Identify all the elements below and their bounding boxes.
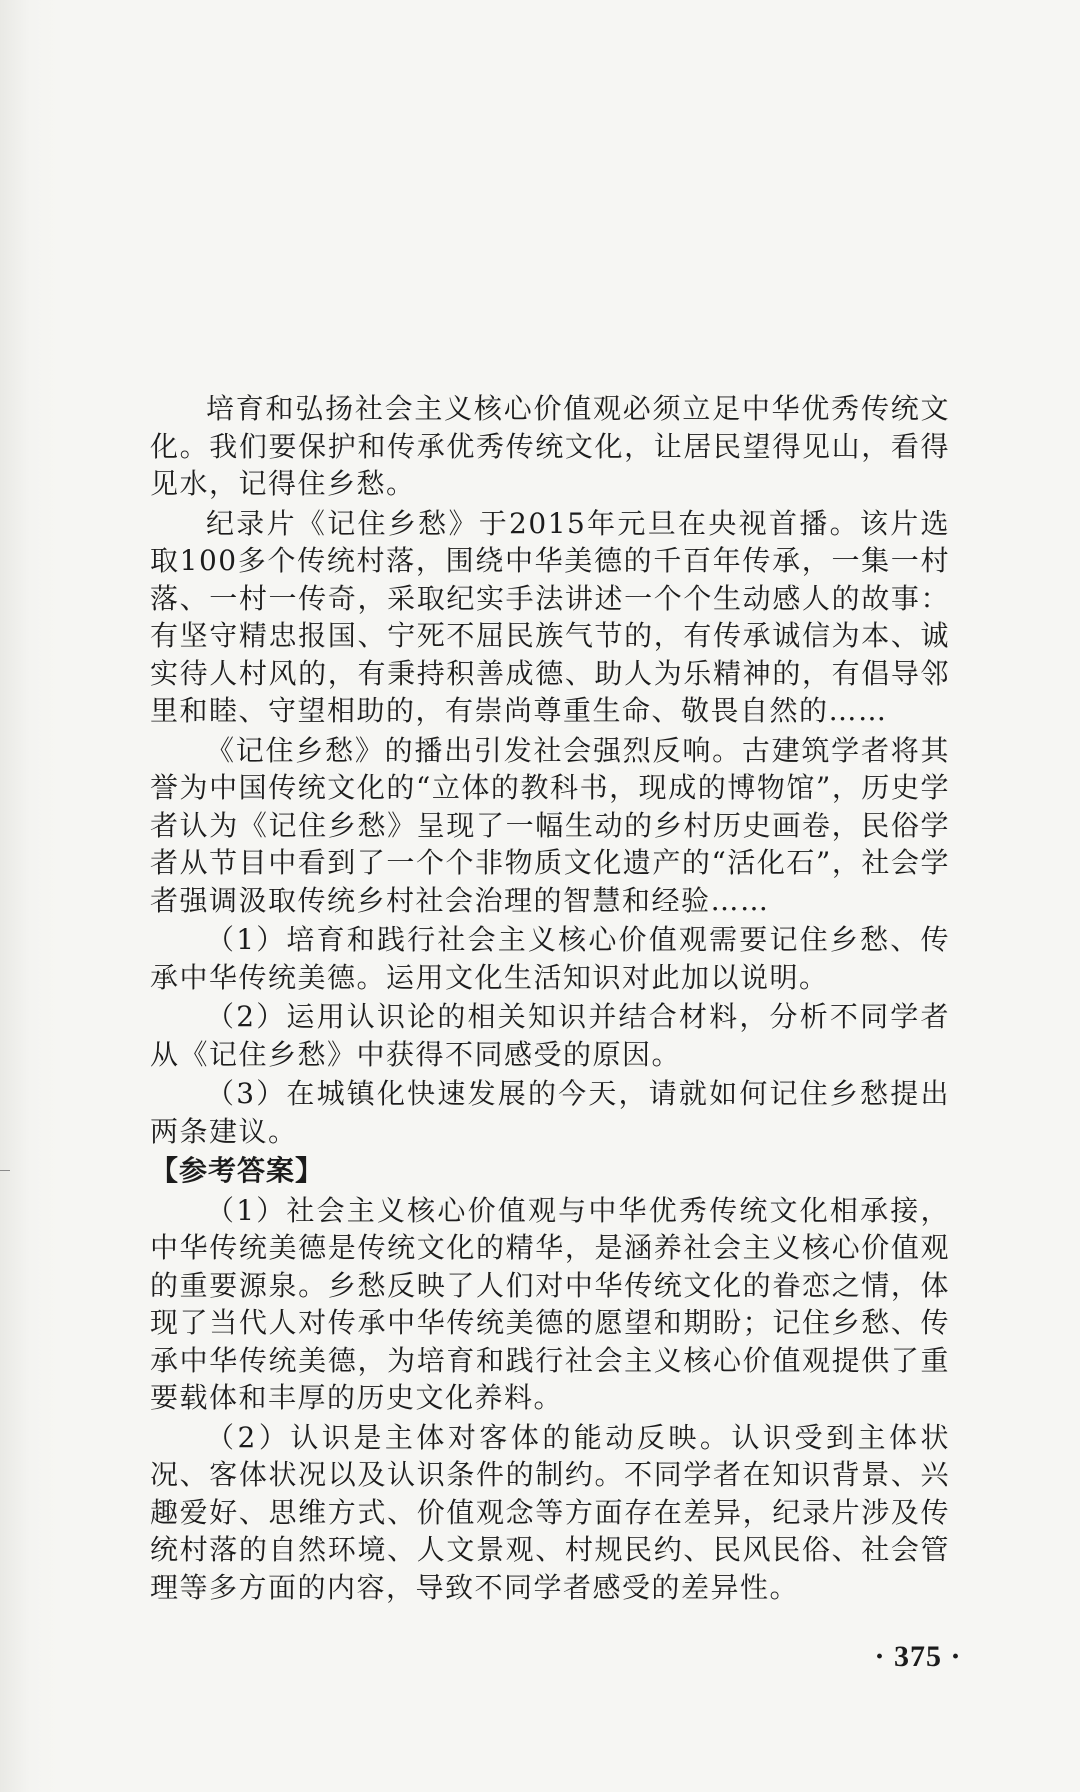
answer-2: （2）认识是主体对客体的能动反映。认识受到主体状况、客体状况以及认识条件的制约。不同学者在知识背景、兴趣爱好、思维方式、价值观念等方面存在差异，纪录片涉及传统村落的自然环境、人文景观、村规民约、民风民俗、社会管理等多方面的内容，导致不同学者感受的差异性。	[150, 1420, 950, 1604]
material-paragraph-2: 纪录片《记住乡愁》于2015年元旦在央视首播。该片选取100多个传统村落，围绕中华美德的千百年传承，一集一村落、一村一传奇，采取纪实手法讲述一个个生动感人的故事：有坚守精忠报国、宁死不屈民族气节的，有传承诚信为本、诚实待人村风的，有秉持积善成德、助人为乐精神的，有倡导邻里和睦、守望相助的，有崇尚尊重生命、敬畏自然的……	[150, 506, 950, 727]
answer-heading: 【参考答案】	[150, 1154, 325, 1187]
material-paragraph-3: 《记住乡愁》的播出引发社会强烈反响。古建筑学者将其誉为中国传统文化的“立体的教科书，现成的博物馆”，历史学者认为《记住乡愁》呈现了一幅生动的乡村历史画卷，民俗学者从节目中看到了一个个非物质文化遗产的“活化石”，社会学者强调汲取传统乡村社会治理的智慧和经验……	[150, 733, 950, 917]
margin-mark	[0, 1170, 10, 1171]
question-2: （2）运用认识论的相关知识并结合材料，分析不同学者从《记住乡愁》中获得不同感受的原因。	[150, 1000, 950, 1071]
question-3: （3）在城镇化快速发展的今天，请就如何记住乡愁提出两条建议。	[150, 1077, 950, 1148]
page-content	[150, 390, 950, 1606]
material-paragraph-1: 培育和弘扬社会主义核心价值观必须立足中华优秀传统文化。我们要保护和传承优秀传统文化，让居民望得见山，看得见水，记得住乡愁。	[150, 392, 950, 500]
question-1: （1）培育和践行社会主义核心价值观需要记住乡愁、传承中华传统美德。运用文化生活知识对此加以说明。	[150, 923, 950, 994]
page-number: · 375 ·	[874, 1640, 962, 1673]
answer-1: （1）社会主义核心价值观与中华优秀传统文化相承接，中华传统美德是传统文化的精华，是涵养社会主义核心价值观的重要源泉。乡愁反映了人们对中华传统文化的眷恋之情，体现了当代人对传承中华传统美德的愿望和期盼；记住乡愁、传承中华传统美德，为培育和践行社会主义核心价值观提供了重要载体和丰厚的历史文化养料。	[150, 1193, 950, 1414]
